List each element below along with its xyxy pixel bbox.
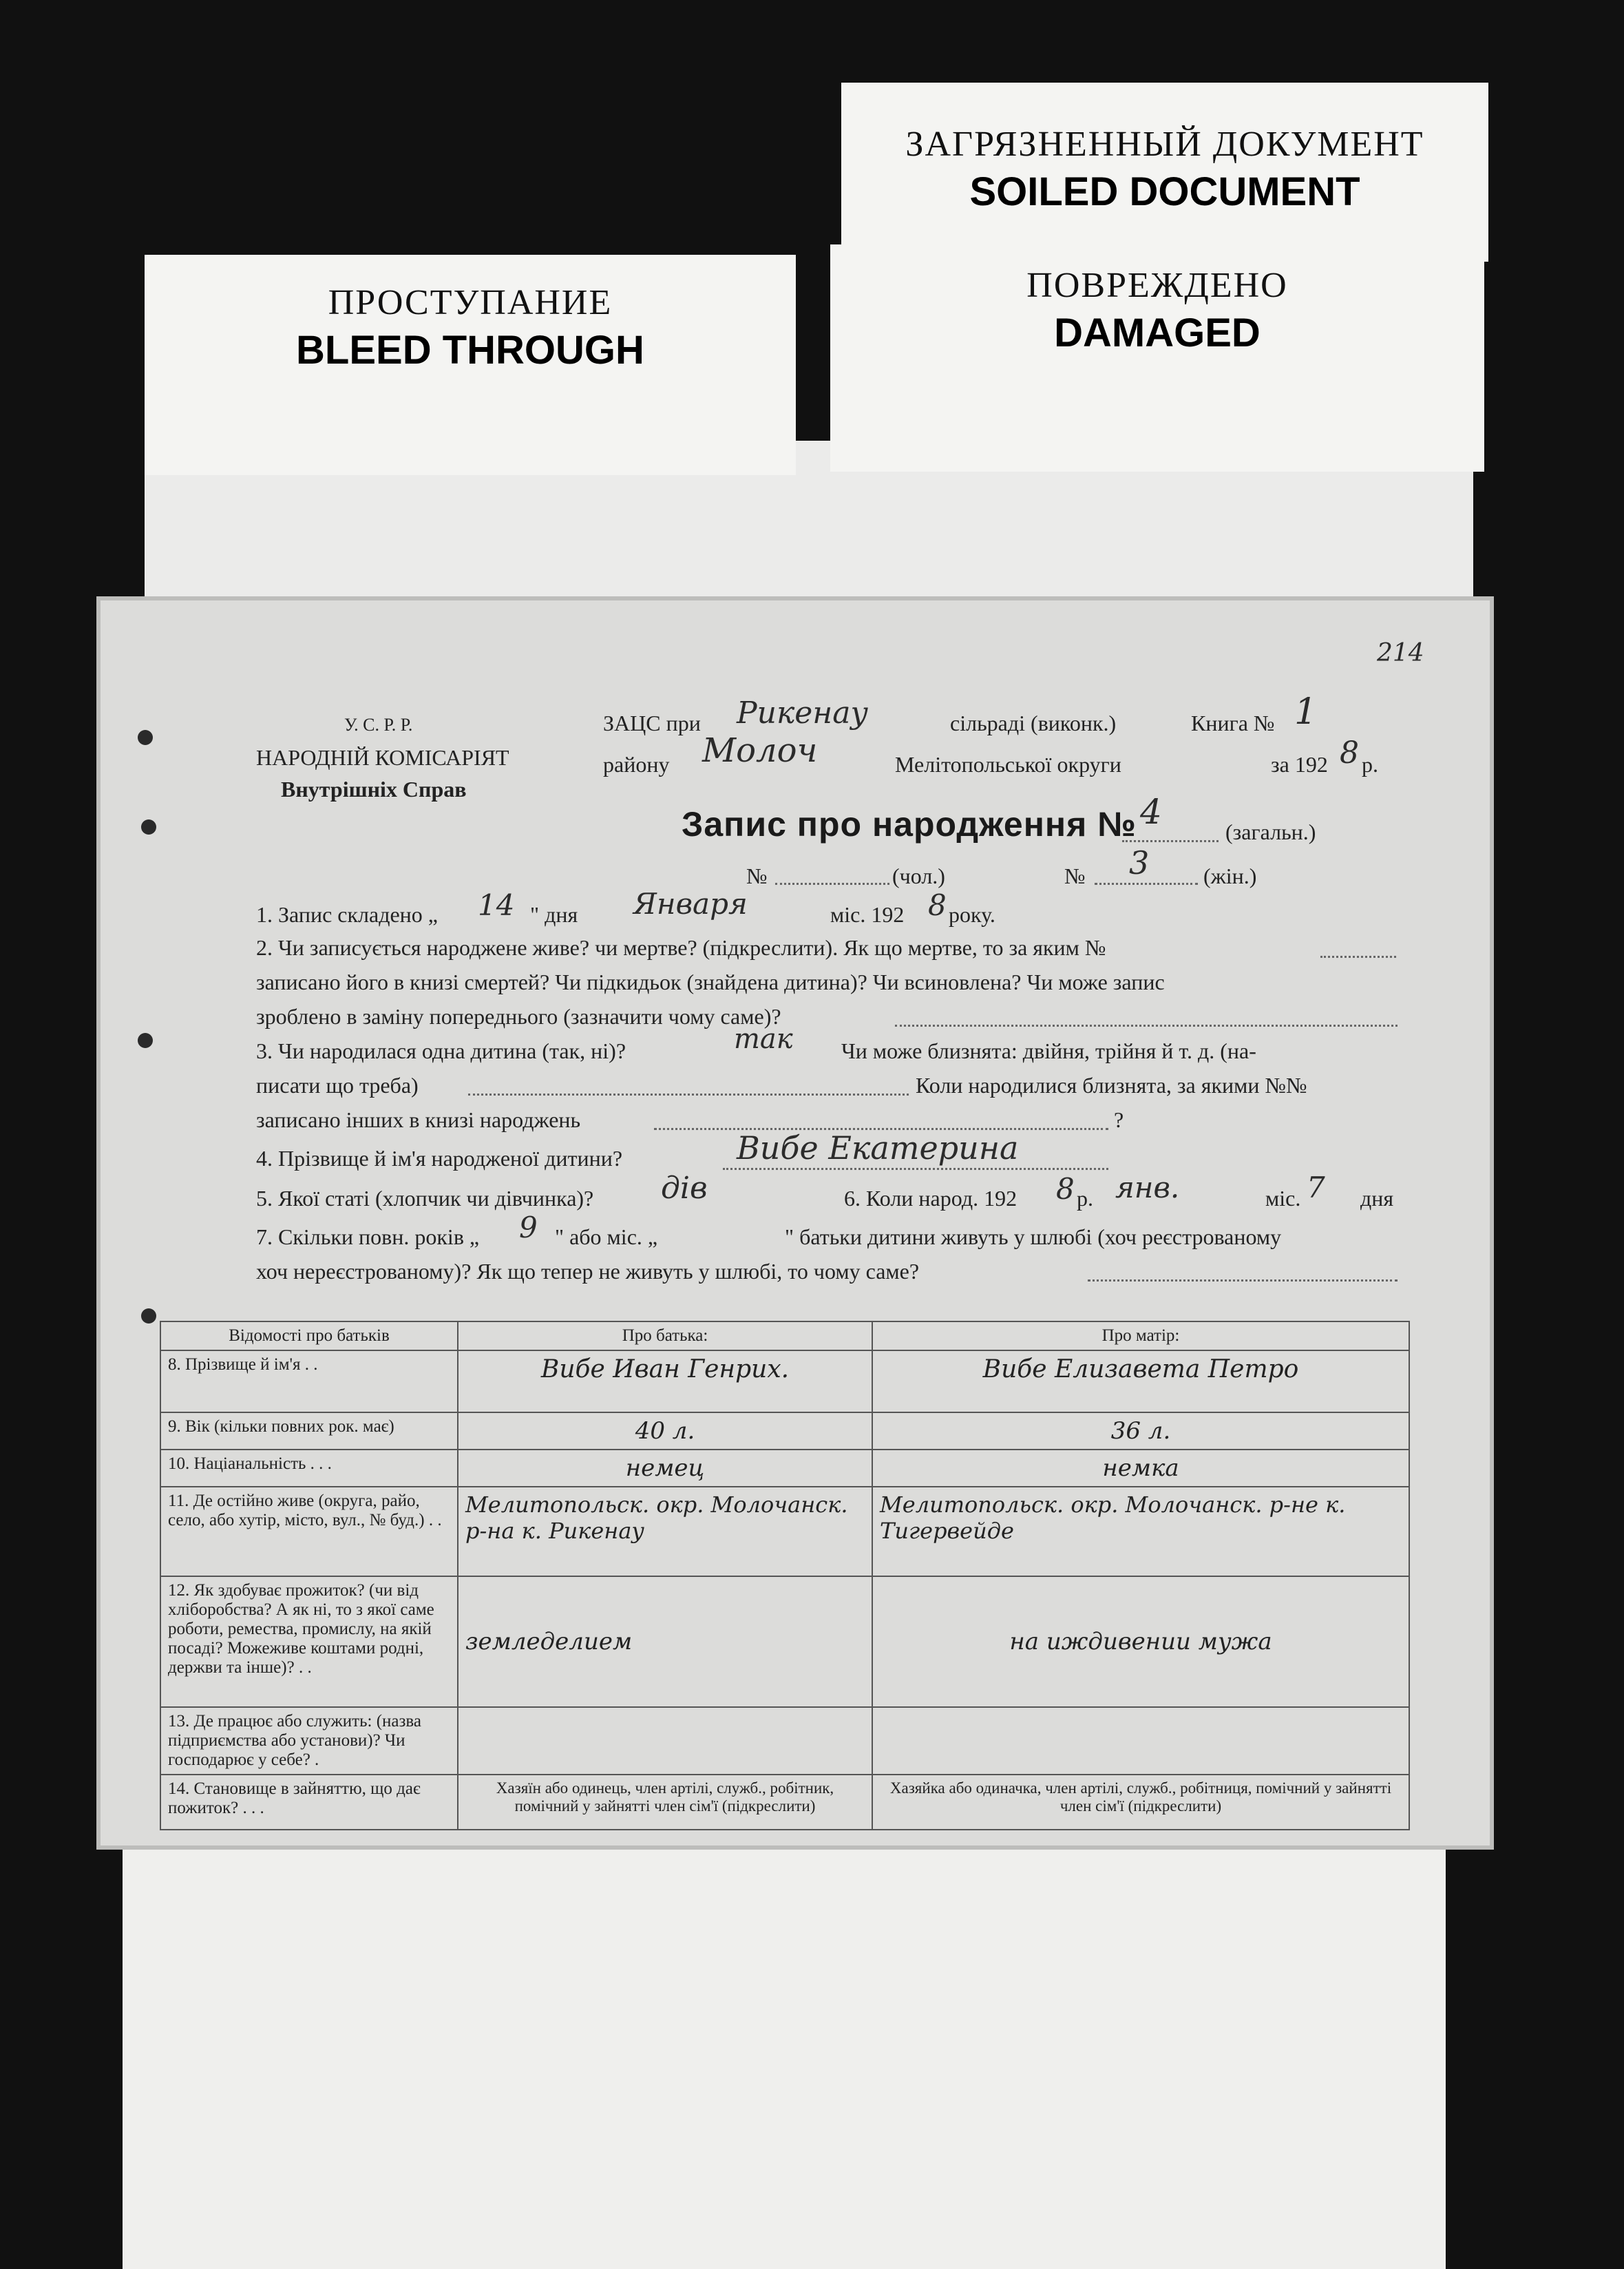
line5-text-e: дня <box>1360 1186 1394 1211</box>
mother-value: Мелитопольск. окр. Молочанск. р-не к. Тигервейде <box>872 1487 1409 1576</box>
row-label: 14. Становище в зайняттю, що дає пожиток? . . . <box>160 1775 458 1830</box>
record-month: Января <box>633 887 748 921</box>
binding-hole <box>138 730 153 745</box>
father-value: Мелитопольск. окр. Молочанск. р-на к. Рикенау <box>458 1487 872 1576</box>
father-value: Вибе Иван Генрих. <box>458 1350 872 1412</box>
mother-occupation-options: Хазяйка або одиначка, член артілі, служб., робітниця, помічний у зайнятті член сім'ї (підкреслити) <box>872 1775 1409 1830</box>
line7d-text: хоч нереєстрованому)? Як що тепер не живуть у шлюбі, то чому саме? <box>256 1259 920 1284</box>
row-label: 13. Де працює або служить: (назва підприємства або установи)? Чи господарює у себе? . <box>160 1707 458 1775</box>
row-label: 11. Де остійно живе (округа, райо, село, або хутір, місто, вул., № буд.) . . <box>160 1487 458 1576</box>
female-number-label: № <box>1064 864 1086 888</box>
record-title: Запис про народження № <box>682 805 1137 844</box>
binding-hole <box>138 1033 153 1048</box>
zags-place: Рикенау <box>737 696 868 731</box>
damaged-label-ru: ПОВРЕЖДЕНО <box>1026 266 1288 305</box>
line3c-text: писати що треба) <box>256 1073 419 1098</box>
table-row <box>160 1350 1409 1412</box>
father-value: немец <box>458 1450 872 1487</box>
line5-text-c: р. <box>1077 1186 1093 1211</box>
district-name: Молоч <box>702 731 818 770</box>
zags-suffix: сільраді (виконк.) <box>950 711 1117 735</box>
father-value: 40 л. <box>458 1412 872 1450</box>
record-number: 4 <box>1140 792 1162 832</box>
binding-hole <box>141 1308 156 1324</box>
usrr-heading: У. С. Р. Р. <box>344 715 413 735</box>
female-number-suffix: (жін.) <box>1203 864 1257 888</box>
bleed-label-ru: ПРОСТУПАНИЕ <box>328 283 613 322</box>
line3e-text: записано інших в книзі народжень <box>256 1107 581 1132</box>
damaged-label-en: DAMAGED <box>1054 311 1261 355</box>
district-prefix: району <box>603 752 670 777</box>
row-label: 12. Як здобуває прожиток? (чи від хліборобства? А як ні, то з якої саме роботи, ремества, промислу, на якій посаді? Можеживе коштами родні, держви та інше)? . . <box>160 1576 458 1707</box>
mother-value <box>872 1707 1409 1775</box>
father-value: земледелием <box>458 1576 872 1707</box>
year-prefix: за 192 <box>1271 752 1328 777</box>
line1-text-b: " дня <box>530 902 578 927</box>
record-general-label: (загальн.) <box>1225 819 1316 844</box>
line7-text-a: 7. Скільки повн. років „ <box>256 1224 480 1249</box>
line1-text-a: 1. Запис складено „ <box>256 902 438 927</box>
table-row <box>160 1775 1409 1830</box>
bleed-through-label <box>145 255 796 475</box>
page-number: 214 <box>1377 639 1424 667</box>
birth-year-digit: 8 <box>1056 1172 1075 1206</box>
line5-text-a: 5. Якої статі (хлопчик чи дівчинка)? <box>256 1186 594 1211</box>
mother-value: на иждивении мужа <box>872 1576 1409 1707</box>
row-label: 9. Вік (кільки повних рок. має) <box>160 1412 458 1450</box>
damaged-label <box>830 244 1484 472</box>
child-name: Вибе Екатерина <box>737 1129 1019 1167</box>
header-father: Про батька: <box>458 1321 872 1350</box>
soiled-label-en: SOILED DOCUMENT <box>969 169 1360 214</box>
table-row <box>160 1707 1409 1775</box>
header-info: Відомості про батьків <box>160 1321 458 1350</box>
father-value <box>458 1707 872 1775</box>
line7-text-b: " або міс. „ <box>555 1224 658 1249</box>
line3f-text: ? <box>1114 1107 1124 1132</box>
line1-text-c: міс. 192 <box>830 902 905 927</box>
line3-text-b: Чи може близнята: двійня, трійня й т. д. (на- <box>841 1038 1256 1063</box>
mother-value: 36 л. <box>872 1412 1409 1450</box>
table-header-row <box>160 1321 1409 1350</box>
soiled-document-label <box>841 83 1488 262</box>
bleed-label-en: BLEED THROUGH <box>296 328 644 373</box>
line2b-text: записано його в книзі смертей? Чи підкидьок (знайдена дитина)? Чи всиновлена? Чи може запис <box>256 970 1165 994</box>
book-number: 1 <box>1294 691 1318 733</box>
marriage-years: 9 <box>519 1211 538 1244</box>
row-label: 10. Націанальність . . . <box>160 1450 458 1487</box>
table-row <box>160 1450 1409 1487</box>
birth-day: 7 <box>1307 1171 1325 1204</box>
line5-text-d: міс. <box>1265 1186 1301 1211</box>
header-mother: Про матір: <box>872 1321 1409 1350</box>
table-row <box>160 1487 1409 1576</box>
female-number: 3 <box>1129 844 1150 881</box>
okrug-name: Мелітопольської округи <box>895 752 1121 777</box>
line2-text: 2. Чи записується народжене живе? чи мертве? (підкреслити). Як що мертве, то за яким № <box>256 935 1106 960</box>
table-row <box>160 1412 1409 1450</box>
book-label: Книга № <box>1191 711 1275 735</box>
line4-text: 4. Прізвище й ім'я народженої дитини? <box>256 1146 623 1171</box>
child-sex: дів <box>661 1171 708 1206</box>
table-row <box>160 1576 1409 1707</box>
line1-text-d: року. <box>949 902 995 927</box>
mother-value: Вибе Елизавета Петро <box>872 1350 1409 1412</box>
internal-affairs-heading: Внутрішніх Справ <box>281 777 467 802</box>
line3-text-a: 3. Чи народилася одна дитина (так, ні)? <box>256 1038 626 1063</box>
year-suffix: р. <box>1362 752 1378 777</box>
line5-text-b: 6. Коли народ. 192 <box>844 1186 1017 1211</box>
male-number-suffix: (чол.) <box>892 864 945 888</box>
record-year-digit: 8 <box>928 888 947 922</box>
commissariat-heading: НАРОДНІЙ КОМІСАРІЯТ <box>256 745 509 770</box>
zags-prefix: ЗАЦС при <box>603 711 701 735</box>
single-child-answer: так <box>734 1023 793 1055</box>
father-occupation-options: Хазяїн або одинець, член артілі, служб., робітник, помічний у зайнятті член сім'ї (підкреслити) <box>458 1775 872 1830</box>
row-label: 8. Прізвище й ім'я . . <box>160 1350 458 1412</box>
binding-hole <box>141 819 156 835</box>
line7-text-c: " батьки дитини живуть у шлюбі (хоч реєстрованому <box>785 1224 1282 1249</box>
male-number-label: № <box>746 864 768 888</box>
birth-month: янв. <box>1115 1171 1180 1204</box>
underlying-sheet-bottom <box>123 1832 1446 2269</box>
record-day: 14 <box>478 888 515 922</box>
year-digit: 8 <box>1340 735 1359 771</box>
parents-table <box>160 1321 1410 1830</box>
line3d-text: Коли народилися близнята, за якими №№ <box>916 1073 1307 1098</box>
line2c-text: зроблено в заміну попереднього (зазначити чому саме)? <box>256 1004 781 1029</box>
soiled-label-ru: ЗАГРЯЗНЕННЫЙ ДОКУМЕНТ <box>905 125 1424 164</box>
mother-value: немка <box>872 1450 1409 1487</box>
